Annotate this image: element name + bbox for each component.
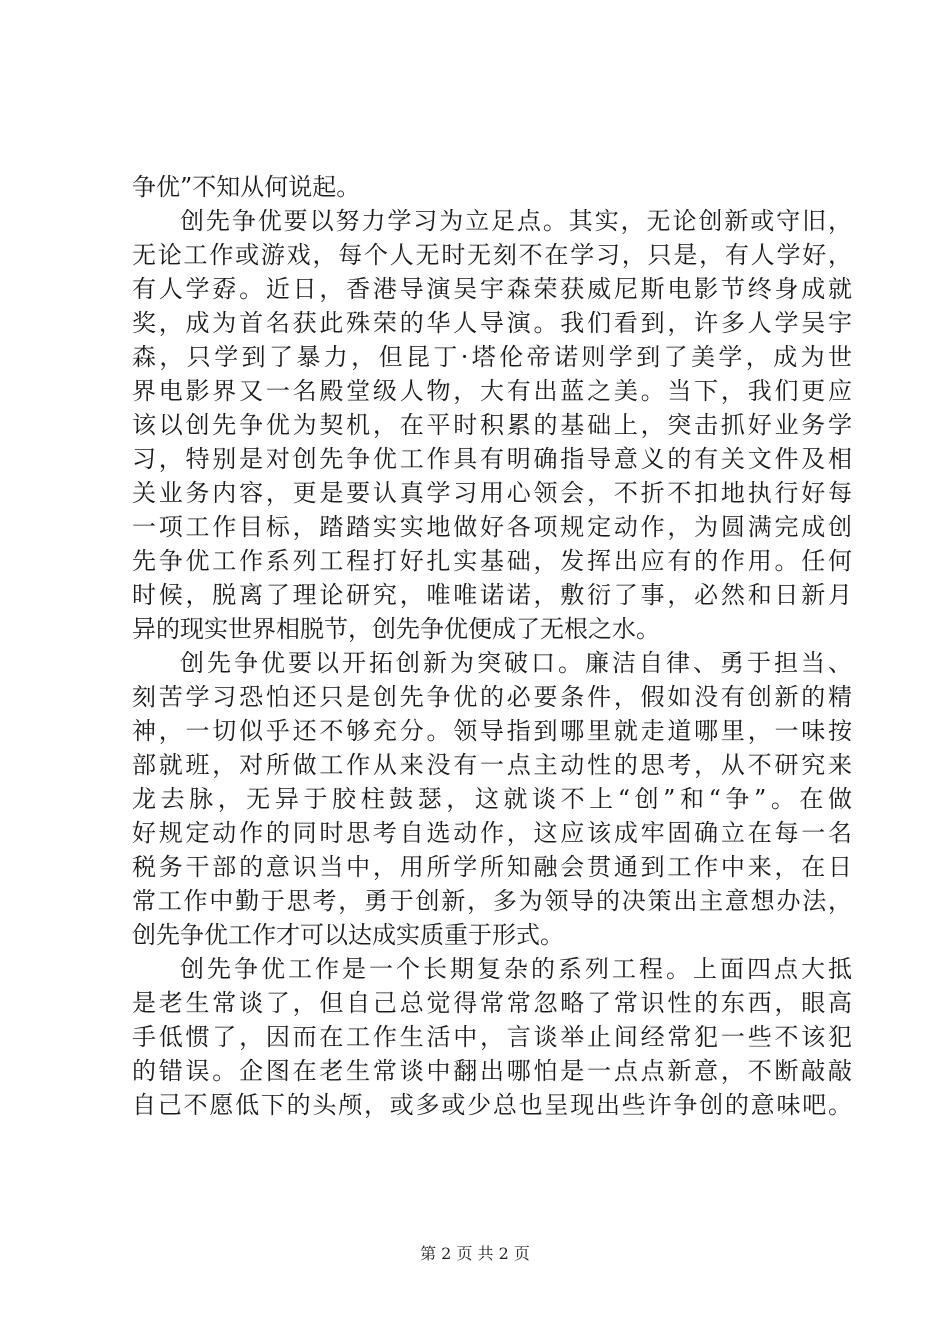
- text-line: 好规定动作的同时思考自选动作，这应该成牢固确立在每一名: [132, 819, 852, 847]
- text-line: 习，特别是对创先争优工作具有明确指导意义的有关文件及相: [132, 445, 852, 473]
- text-line: 创先争优工作是一个长期复杂的系列工程。上面四点大抵: [180, 955, 852, 983]
- text-line: 手低惯了，因而在工作生活中，言谈举止间经常犯一些不该犯: [132, 1023, 852, 1051]
- text-line: 龙去脉，无异于胶柱鼓瑟，这就谈不上“创”和“争”。在做: [132, 785, 852, 813]
- text-line: 部就班，对所做工作从来没有一点主动性的思考，从不研究来: [132, 751, 852, 779]
- text-line: 关业务内容，更是要认真学习用心领会，不折不扣地执行好每: [132, 479, 852, 507]
- text-line: 森，只学到了暴力，但昆丁·塔伦帝诺则学到了美学，成为世: [132, 343, 852, 371]
- body-text: [132, 170, 852, 1122]
- text-line: 常工作中勤于思考，勇于创新，多为领导的决策出主意想办法，: [132, 887, 852, 915]
- text-line: 一项工作目标，踏踏实实地做好各项规定动作，为圆满完成创: [132, 513, 852, 541]
- text-line: 界电影界又一名殿堂级人物，大有出蓝之美。当下，我们更应: [132, 377, 852, 405]
- text-line: 自己不愿低下的头颅，或多或少总也呈现出些许争创的意味吧。: [132, 1091, 852, 1119]
- text-line: 创先争优工作才可以达成实质重于形式。: [132, 921, 564, 949]
- text-line: 该以创先争优为契机，在平时积累的基础上，突击抓好业务学: [132, 411, 852, 439]
- text-line: 创先争优要以努力学习为立足点。其实，无论创新或守旧，: [180, 207, 852, 235]
- page-footer: 第 2 页 共 2 页: [420, 1244, 530, 1263]
- text-line: 先争优工作系列工程打好扎实基础，发挥出应有的作用。任何: [132, 547, 852, 575]
- text-line: 无论工作或游戏，每个人无时无刻不在学习，只是，有人学好，: [132, 241, 852, 269]
- text-line: 的错误。企图在老生常谈中翻出哪怕是一点点新意，不断敲敲: [132, 1057, 852, 1085]
- text-line: 异的现实世界相脱节，创先争优便成了无根之水。: [132, 615, 660, 643]
- text-line: 有人学孬。近日，香港导演吴宇森荣获威尼斯电影节终身成就: [132, 275, 852, 303]
- text-line: 神，一切似乎还不够充分。领导指到哪里就走道哪里，一味按: [132, 717, 852, 745]
- text-line: 创先争优要以开拓创新为突破口。廉洁自律、勇于担当、: [180, 649, 852, 677]
- text-line: 争优”不知从何说起。: [132, 173, 361, 201]
- text-line: 时候，脱离了理论研究，唯唯诺诺，敷衍了事，必然和日新月: [132, 581, 852, 609]
- text-line: 刻苦学习恐怕还只是创先争优的必要条件，假如没有创新的精: [132, 683, 852, 711]
- text-line: 奖，成为首名获此殊荣的华人导演。我们看到，许多人学吴宇: [132, 309, 852, 337]
- text-line: 税务干部的意识当中，用所学所知融会贯通到工作中来，在日: [132, 853, 852, 881]
- text-line: 是老生常谈了，但自己总觉得常常忽略了常识性的东西，眼高: [132, 989, 852, 1017]
